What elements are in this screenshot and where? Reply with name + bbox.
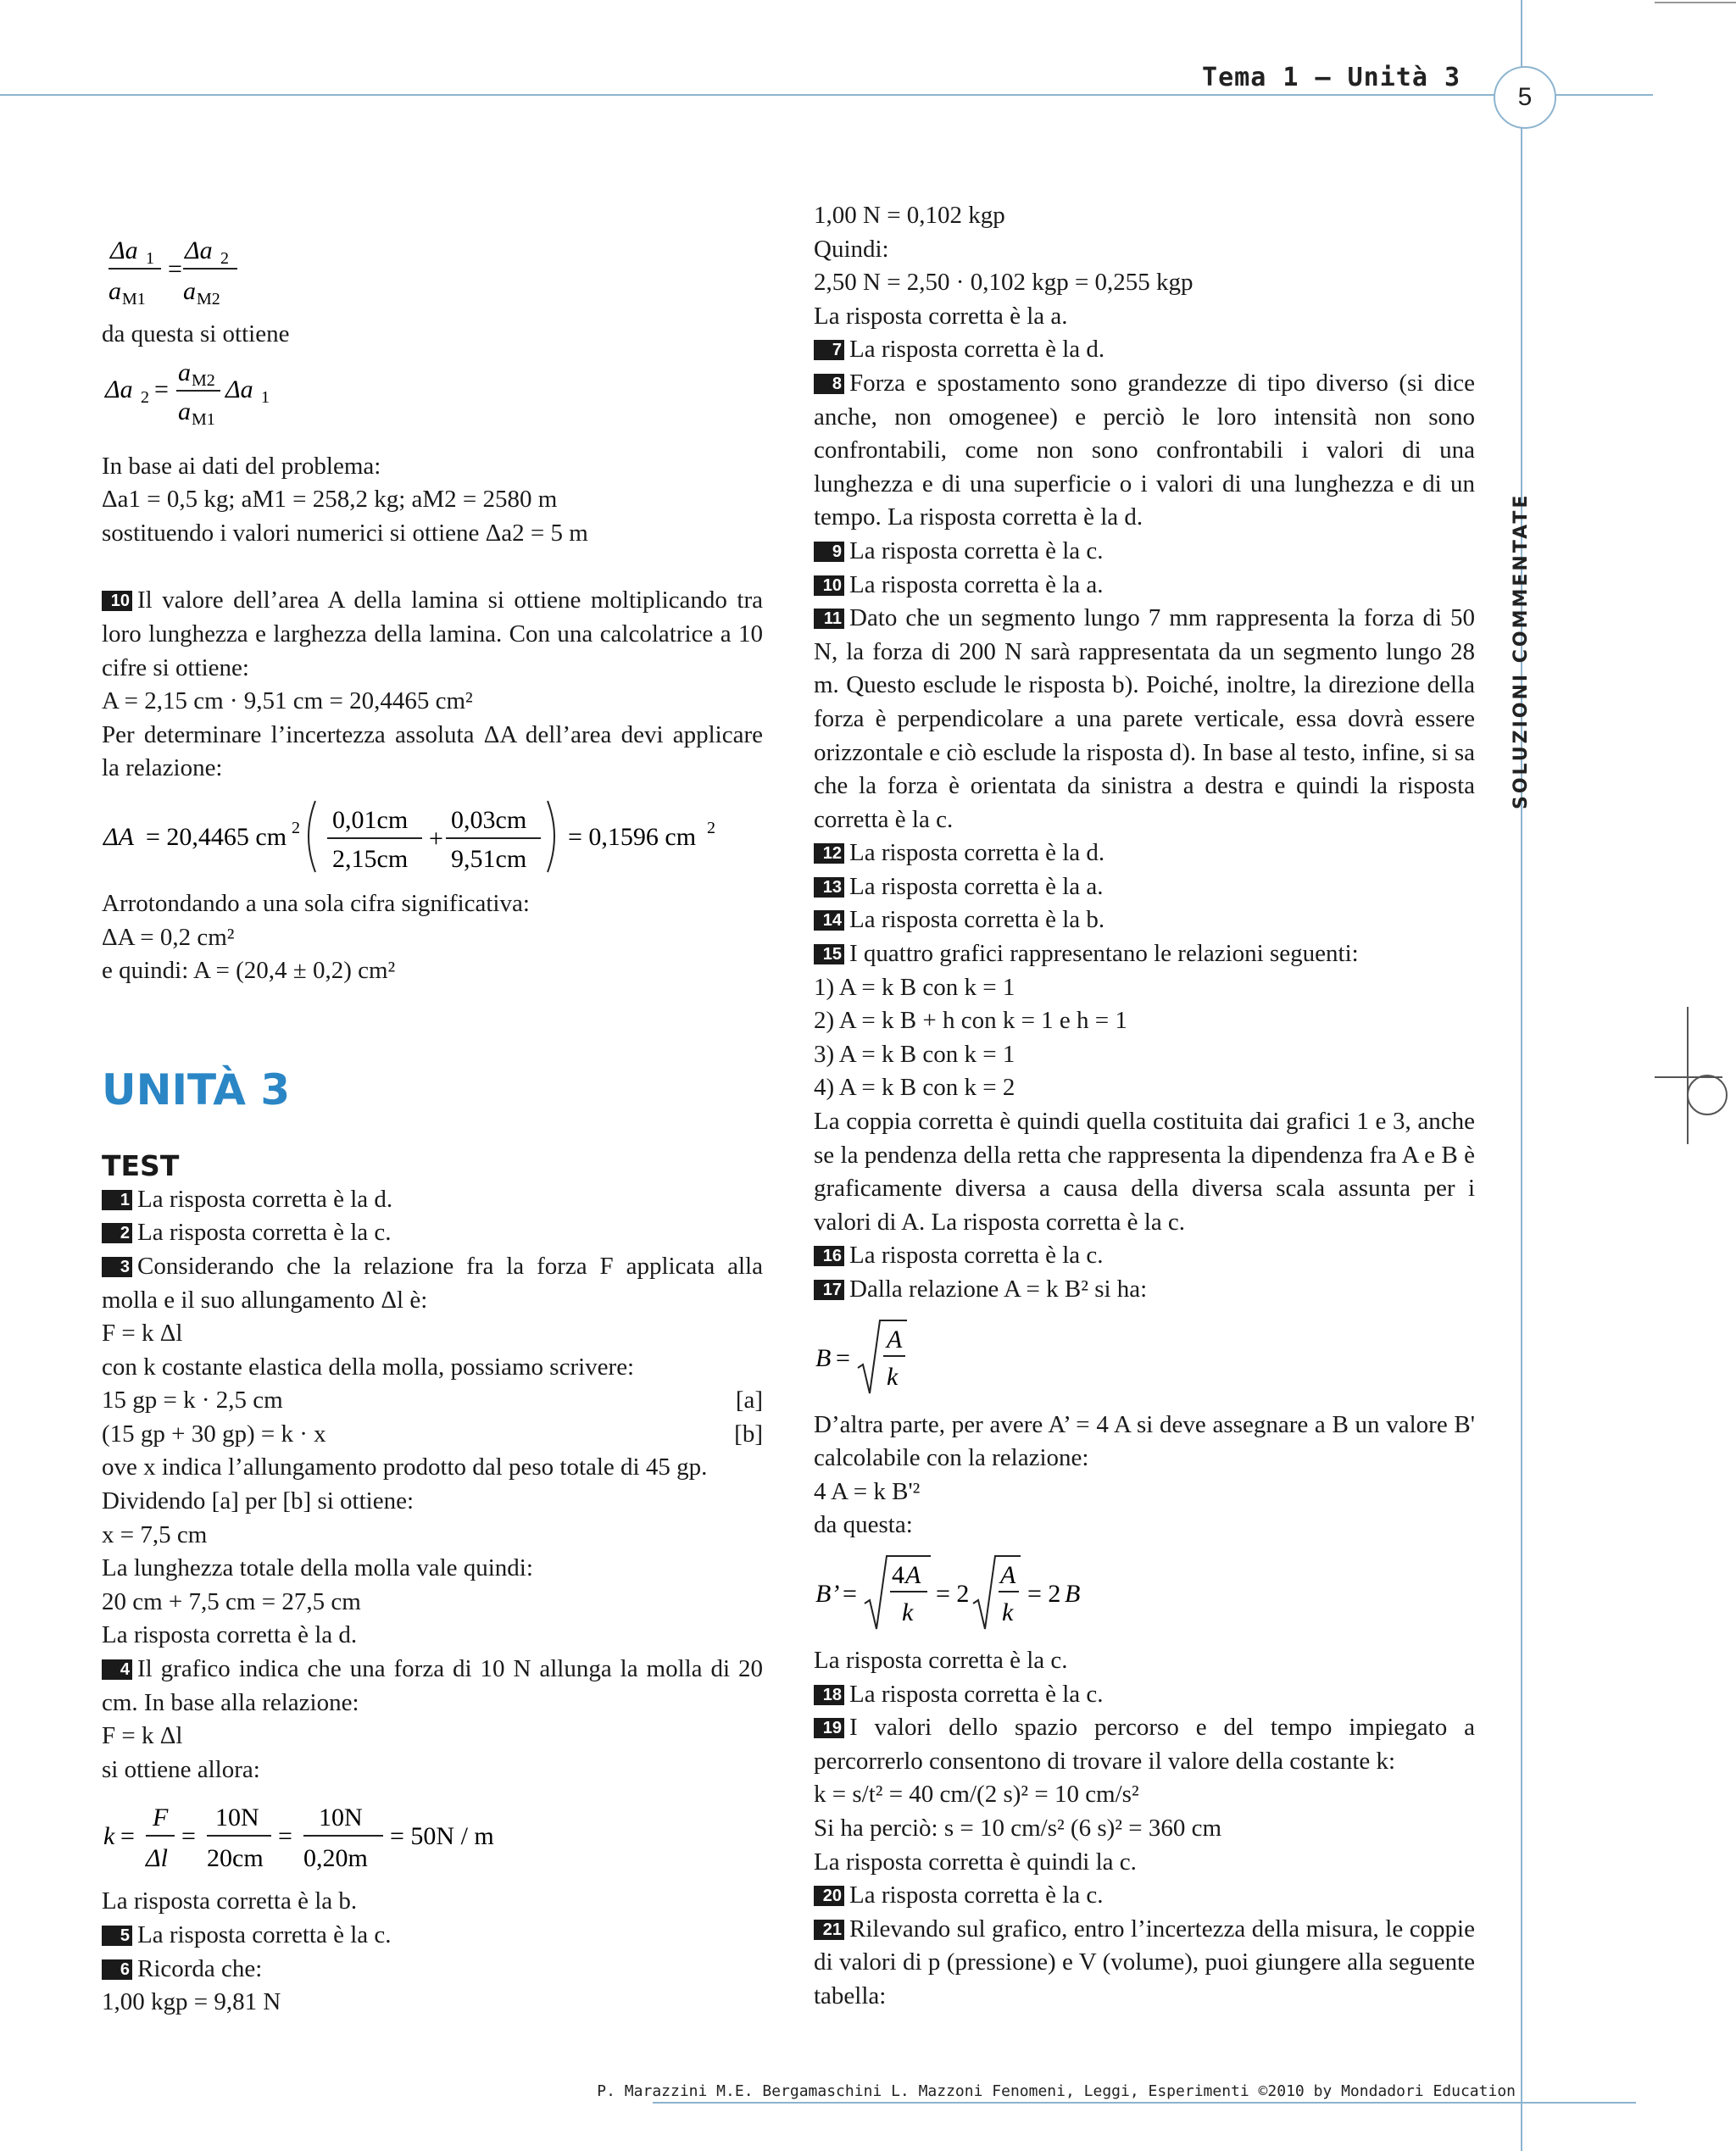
equation-b-row: (15 gp + 30 gp) = k · x [b] xyxy=(102,1420,763,1448)
svg-text:k: k xyxy=(103,1822,115,1851)
relation-1: 1) A = k B con k = 1 xyxy=(814,973,1015,1001)
question-17: 17 Dalla relazione A = k B² si ha: xyxy=(814,1273,1475,1307)
question-number: 15 xyxy=(814,944,844,964)
question-19: 19 I valori dello spazio percorso e del tempo impiegato a percorrerlo consentono di trovare il valore della costante k: xyxy=(814,1714,1475,1775)
question-number: 14 xyxy=(814,910,844,931)
formula-b-prime xyxy=(814,1551,1475,1636)
svg-text:=: = xyxy=(168,255,182,283)
svg-text:A: A xyxy=(905,1560,921,1589)
q17-answer: La risposta corretta è la c. xyxy=(814,1646,1068,1674)
svg-text:B: B xyxy=(1065,1579,1081,1608)
question-number: 11 xyxy=(814,609,844,629)
svg-text:20cm: 20cm xyxy=(207,1844,264,1873)
question-number: 2 xyxy=(102,1223,132,1243)
formula-spring-constant xyxy=(102,1795,763,1876)
question-number: 19 xyxy=(814,1718,844,1738)
q17-text2: D’altra parte, per avere A’ = 4 A si deve assegnare a B un valore B' calcolabile con la relazione: xyxy=(814,1410,1475,1472)
svg-text:a: a xyxy=(108,277,121,305)
svg-text:4: 4 xyxy=(892,1560,904,1589)
question-9: 9 La risposta corretta è la c. xyxy=(814,535,1475,569)
uncertainty-text: Per determinare l’incertezza assoluta ΔA dell’area devi applicare la relazione: xyxy=(102,720,763,782)
question-10: 10 La risposta corretta è la a. xyxy=(814,569,1475,603)
question-number: 20 xyxy=(814,1886,844,1906)
question-16: 16 La risposta corretta è la c. xyxy=(814,1239,1475,1273)
svg-text:Δa: Δa xyxy=(110,236,138,264)
svg-text:=: = xyxy=(278,1822,292,1851)
question-number: 8 xyxy=(814,374,844,394)
question-4: 4 Il grafico indica che una forza di 10 N allunga la molla di 20 cm. In base alla relazione: xyxy=(102,1655,763,1716)
svg-text:= 20,4465 cm: = 20,4465 cm xyxy=(146,822,287,851)
svg-text:9,51cm: 9,51cm xyxy=(451,844,527,873)
q3-text5: La lunghezza totale della molla vale quindi: xyxy=(102,1554,533,1582)
relation-3: 3) A = k B con k = 1 xyxy=(814,1040,1015,1068)
svg-text:10N: 10N xyxy=(319,1804,363,1832)
area-final: e quindi: A = (20,4 ± 0,2) cm² xyxy=(102,957,396,985)
header-rule xyxy=(0,94,1653,96)
crop-mark-v xyxy=(1687,1007,1689,1144)
q3-text2: con k costante elastica della molla, possiamo scrivere: xyxy=(102,1353,635,1381)
question-number: 17 xyxy=(814,1280,844,1300)
svg-text:2: 2 xyxy=(707,818,715,837)
question-6: 6 Ricorda che: xyxy=(102,1953,763,1987)
svg-text:0,01cm: 0,01cm xyxy=(332,805,409,834)
svg-text:F: F xyxy=(153,1804,169,1832)
formula-uncertainty xyxy=(102,794,763,879)
svg-text:= 2: = 2 xyxy=(936,1579,970,1608)
svg-text:2,15cm: 2,15cm xyxy=(332,844,409,873)
data-intro: In base ai dati del problema: xyxy=(102,452,381,480)
question-number: 10 xyxy=(814,575,844,596)
svg-text:M1: M1 xyxy=(192,409,215,428)
q15-text2: La coppia corretta è quindi quella costituita dai grafici 1 e 3, anche se la pendenza della retta che rappresenta la dipendenza fra A e B è graficamente diversa a causa della diversa scala assunta per i valori di A. La risposta corretta è la c. xyxy=(814,1108,1475,1236)
side-label: SOLUZIONI COMMENTATE xyxy=(1511,492,1532,809)
svg-text:0,20m: 0,20m xyxy=(303,1844,368,1873)
q3-answer: La risposta corretta è la d. xyxy=(102,1621,358,1649)
question-number: 7 xyxy=(814,340,844,360)
formula-delta-a2 xyxy=(102,352,763,428)
q19-eq2: Si ha perciò: s = 10 cm/s² (6 s)² = 360 cm xyxy=(814,1814,1222,1842)
formula-b-sqrt xyxy=(814,1315,1475,1400)
question-number: 4 xyxy=(102,1659,132,1680)
svg-text:Δl: Δl xyxy=(146,1844,168,1873)
q3-eq3: 20 cm + 7,5 cm = 27,5 cm xyxy=(102,1587,361,1615)
svg-text:Δa: Δa xyxy=(105,375,133,403)
question-11: 11 Dato che un segmento lungo 7 mm rappresenta la forza di 50 N, la forza di 200 N sarà rappresentata da un segmento lungo 28 m. Questo esclude le risposta b). Poiché, inoltre, la direzione della forza è perpendicolare a una parete verticale, essa dovrà essere orizzontale e ciò esclude la risposta d). In base al testo, infine, si sa che la forza è orientata da sinistra a destra e quindi la risposta corretta è la c. xyxy=(814,604,1475,833)
question-15: 15 I quattro grafici rappresentano le relazioni seguenti: xyxy=(814,937,1475,971)
question-number: 6 xyxy=(102,1959,132,1980)
q4-answer: La risposta corretta è la b. xyxy=(102,1887,358,1915)
svg-text:Δa: Δa xyxy=(185,236,213,264)
svg-text:2: 2 xyxy=(220,249,229,268)
area-equation: A = 2,15 cm · 9,51 cm = 20,4465 cm² xyxy=(102,687,473,715)
svg-text:2: 2 xyxy=(292,818,300,837)
question-3: 3 Considerando che la relazione fra la forza F applicata alla molla e il suo allungamento Δl è: xyxy=(102,1252,763,1314)
result-line: sostituendo i valori numerici si ottiene Δa2 = 5 m xyxy=(102,519,588,547)
hooke-equation: F = k Δl xyxy=(102,1320,183,1348)
right-column xyxy=(814,199,1475,2014)
q3-text3: ove x indica l’allungamento prodotto dal peso totale di 45 gp. xyxy=(102,1453,708,1481)
equation-a-row: 15 gp = k · 2,5 cm [a] xyxy=(102,1387,763,1415)
svg-text:a: a xyxy=(178,358,191,386)
svg-text:k: k xyxy=(902,1598,914,1626)
question-14: 14 La risposta corretta è la b. xyxy=(814,903,1475,937)
svg-text:a: a xyxy=(183,277,196,305)
r-line2: Quindi: xyxy=(814,235,889,263)
svg-text:= 2: = 2 xyxy=(1027,1579,1061,1608)
question-number: 10 xyxy=(102,591,132,611)
margin-rule xyxy=(1521,0,1522,2151)
svg-text:=: = xyxy=(181,1822,196,1851)
header-title: Tema 1 – Unità 3 xyxy=(1202,63,1461,92)
q17-eq: 4 A = k B'² xyxy=(814,1477,921,1505)
test-title: TEST xyxy=(102,1148,180,1182)
svg-text:M1: M1 xyxy=(122,290,146,308)
question-number: 21 xyxy=(814,1920,844,1940)
rounding-text: Arrotondando a una sola cifra significativa: xyxy=(102,889,530,917)
question-7: 7 La risposta corretta è la d. xyxy=(814,333,1475,367)
question-number: 9 xyxy=(814,542,844,562)
svg-text:=: = xyxy=(120,1822,135,1851)
unit-title: UNITÀ 3 xyxy=(102,1064,291,1114)
svg-text:ΔA: ΔA xyxy=(103,822,134,851)
svg-text:=: = xyxy=(154,375,169,403)
r-line4: La risposta corretta è la a. xyxy=(814,302,1068,330)
intro-text: da questa si ottiene xyxy=(102,320,290,347)
svg-text:k: k xyxy=(1002,1598,1014,1626)
question-number: 16 xyxy=(814,1246,844,1266)
svg-text:0,03cm: 0,03cm xyxy=(451,805,527,834)
question-5: 5 La risposta corretta è la c. xyxy=(102,1919,763,1953)
question-12: 12 La risposta corretta è la d. xyxy=(814,836,1475,870)
svg-text:M2: M2 xyxy=(192,370,215,390)
svg-text:1: 1 xyxy=(146,249,154,268)
svg-text:B: B xyxy=(815,1343,832,1372)
q3-eq2: x = 7,5 cm xyxy=(102,1520,208,1548)
question-2: 2 La risposta corretta è la c. xyxy=(102,1216,763,1250)
q19-eq1: k = s/t² = 40 cm/(2 s)² = 10 cm/s² xyxy=(814,1781,1139,1809)
delta-a-result: ΔA = 0,2 cm² xyxy=(102,923,235,951)
registration-mark-icon xyxy=(1687,1075,1728,1115)
svg-text:10N: 10N xyxy=(215,1804,259,1832)
footer-credits: P. Marazzini M.E. Bergamaschini L. Mazzoni Fenomeni, Leggi, Esperimenti ©2010 by Mondadori Education xyxy=(597,2082,1516,2100)
svg-text:M2: M2 xyxy=(197,290,220,308)
page-number: 5 xyxy=(1494,66,1556,129)
svg-text:= 0,1596 cm: = 0,1596 cm xyxy=(568,822,697,851)
svg-text:2: 2 xyxy=(141,387,149,407)
svg-text:B’: B’ xyxy=(815,1579,840,1608)
r-line3: 2,50 N = 2,50 · 0,102 kgp = 0,255 kgp xyxy=(814,269,1194,297)
formula-ratio xyxy=(102,225,763,309)
svg-text:=: = xyxy=(843,1579,857,1608)
left-column xyxy=(102,216,763,2020)
q17-text3: da questa: xyxy=(814,1511,913,1539)
question-number: 3 xyxy=(102,1257,132,1277)
r-line1: 1,00 N = 0,102 kgp xyxy=(814,202,1005,229)
svg-text:1: 1 xyxy=(261,387,270,407)
svg-text:a: a xyxy=(178,397,191,425)
svg-text:+: + xyxy=(429,824,443,853)
q19-answer: La risposta corretta è quindi la c. xyxy=(814,1848,1137,1876)
svg-text:= 50N / m: = 50N / m xyxy=(390,1822,494,1851)
svg-text:A: A xyxy=(887,1325,903,1353)
svg-text:Δa: Δa xyxy=(225,375,253,403)
relation-4: 4) A = k B con k = 2 xyxy=(814,1074,1015,1102)
question-number: 5 xyxy=(102,1926,132,1946)
question-number: 12 xyxy=(814,843,844,864)
question-number: 13 xyxy=(814,877,844,898)
q3-text4: Dividendo [a] per [b] si ottiene: xyxy=(102,1487,415,1515)
svg-text:=: = xyxy=(836,1343,850,1372)
question-1: 1 La risposta corretta è la d. xyxy=(102,1183,763,1217)
corner-rule xyxy=(1655,2,1736,3)
question-20: 20 La risposta corretta è la c. xyxy=(814,1879,1475,1913)
footer-rule xyxy=(653,2102,1636,2104)
svg-text:k: k xyxy=(887,1362,899,1391)
question-21: 21 Rilevando sul grafico, entro l’incertezza della misura, le coppie di valori di p (pressione) e V (volume), puoi giungere alla seguente tabella: xyxy=(814,1915,1475,2009)
relation-2: 2) A = k B + h con k = 1 e h = 1 xyxy=(814,1007,1127,1035)
q4-text2: si ottiene allora: xyxy=(102,1755,260,1783)
question-18: 18 La risposta corretta è la c. xyxy=(814,1678,1475,1712)
question-number: 1 xyxy=(102,1190,132,1210)
data-line: Δa1 = 0,5 kg; aM1 = 258,2 kg; aM2 = 2580 m xyxy=(102,486,558,514)
svg-text:A: A xyxy=(1000,1560,1016,1589)
question-number: 18 xyxy=(814,1685,844,1705)
q6-eq: 1,00 kgp = 9,81 N xyxy=(102,1988,281,2016)
question-13: 13 La risposta corretta è la a. xyxy=(814,870,1475,904)
question-10-left: 10 Il valore dell’area A della lamina si ottiene moltiplicando tra loro lunghezza e larghezza della lamina. Con una calcolatrice a 10 cifre si ottiene: xyxy=(102,586,763,681)
q4-eq1: F = k Δl xyxy=(102,1722,183,1750)
question-8: 8 Forza e spostamento sono grandezze di tipo diverso (si dice anche, non omogenee) e perciò le loro intensità non sono confrontabili, come non sono confrontabili i valori di una lunghezza e di una superficie o i valori di una lunghezza e di un tempo. La risposta corretta è la d. xyxy=(814,369,1475,531)
